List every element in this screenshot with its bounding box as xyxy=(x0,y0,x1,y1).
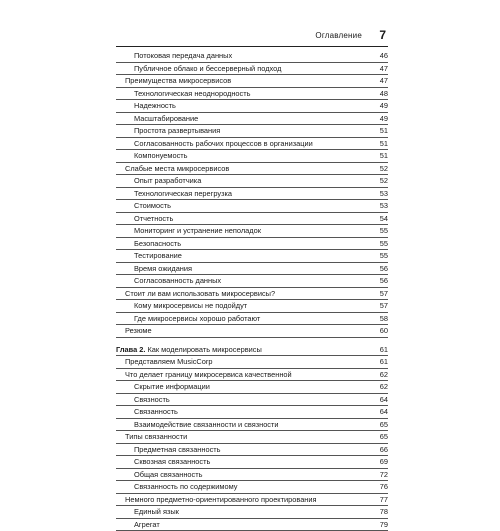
toc-entry xyxy=(116,394,388,407)
toc-entry-page: 77 xyxy=(380,494,388,506)
toc-entry xyxy=(116,456,388,469)
toc-entry-title: Слабые места микросервисов xyxy=(125,164,229,173)
toc-entry-title: Кому микросервисы не подойдут xyxy=(134,301,247,310)
toc-entry-title: Скрытие информации xyxy=(134,382,210,391)
toc-entry-title: Технологическая неоднородность xyxy=(134,89,250,98)
toc-entry-title: Согласованность данных xyxy=(134,276,221,285)
toc-entry-page: 61 xyxy=(380,356,388,368)
toc-entry-page: 48 xyxy=(380,88,388,100)
toc-entry-page: 51 xyxy=(380,150,388,162)
toc-entry-title: Потоковая передача данных xyxy=(134,51,232,60)
toc-entry-title: Время ожидания xyxy=(134,264,192,273)
toc-entry-page: 55 xyxy=(380,225,388,237)
toc-entry-title: Где микросервисы хорошо работают xyxy=(134,314,260,323)
toc-entry xyxy=(116,406,388,419)
toc-entry-page: 76 xyxy=(380,481,388,493)
toc-entry xyxy=(116,369,388,382)
toc-entry-page: 55 xyxy=(380,238,388,250)
toc-entry xyxy=(116,88,388,101)
toc-entry xyxy=(116,138,388,151)
toc-entry-page: 58 xyxy=(380,313,388,325)
toc-entry xyxy=(116,163,388,176)
toc-entry-page: 51 xyxy=(380,125,388,137)
toc-entry xyxy=(116,200,388,213)
toc-entry-title: Представляем MusicCorp xyxy=(125,357,212,366)
toc-entry-title: Связанность по содержимому xyxy=(134,482,238,491)
toc-entry-page: 62 xyxy=(380,381,388,393)
toc-entry-page: 46 xyxy=(380,50,388,62)
toc-entry-page: 64 xyxy=(380,394,388,406)
toc-entry xyxy=(116,344,388,357)
toc-entry-title: Преимущества микросервисов xyxy=(125,76,231,85)
toc-entry xyxy=(116,213,388,226)
toc-chapter-label: Глава 2. xyxy=(116,345,145,354)
toc-entry xyxy=(116,469,388,482)
toc-entry xyxy=(116,75,388,88)
toc-entry xyxy=(116,275,388,288)
toc-entry-page: 72 xyxy=(380,469,388,481)
toc-entry xyxy=(116,419,388,432)
toc-entry xyxy=(116,225,388,238)
toc-entry-title: Надежность xyxy=(134,101,176,110)
toc-entry-title: Резюме xyxy=(125,326,152,335)
toc-entry-page: 65 xyxy=(380,419,388,431)
toc-entry-page: 64 xyxy=(380,406,388,418)
toc-entry-page: 57 xyxy=(380,300,388,312)
toc-entry-page: 65 xyxy=(380,431,388,443)
toc-entry-page: 56 xyxy=(380,263,388,275)
toc-entry xyxy=(116,313,388,326)
toc-entry-page: 54 xyxy=(380,213,388,225)
toc-entry xyxy=(116,381,388,394)
toc-entry-title: Агрегат xyxy=(134,520,160,529)
toc-entry-title: Сквозная связанность xyxy=(134,457,210,466)
toc-entry xyxy=(116,125,388,138)
toc-entry-page: 61 xyxy=(380,344,388,356)
toc-entry xyxy=(116,63,388,76)
toc-entry xyxy=(116,288,388,301)
toc-entry-title: Компонуемость xyxy=(134,151,188,160)
toc-entry-title: Стоимость xyxy=(134,201,171,210)
toc-entry-title: Связанность xyxy=(134,407,178,416)
toc-entry xyxy=(116,113,388,126)
toc-entry-title: Единый язык xyxy=(134,507,179,516)
toc-entry-title: Что делает границу микросервиса качественной xyxy=(125,370,292,379)
toc-entry xyxy=(116,431,388,444)
toc-entry-title: Простота развертывания xyxy=(134,126,220,135)
running-header-title: Оглавление xyxy=(315,31,362,40)
toc-entry-page: 52 xyxy=(380,175,388,187)
toc-entry-title: Мониторинг и устранение неполадок xyxy=(134,226,261,235)
toc-entry-title: Публичное облако и бессерверный подход xyxy=(134,64,281,73)
toc-entry xyxy=(116,50,388,63)
toc-entry-page: 52 xyxy=(380,163,388,175)
toc-entry xyxy=(116,300,388,313)
toc-entry-page: 47 xyxy=(380,63,388,75)
toc-entry-page: 53 xyxy=(380,200,388,212)
toc-entry-title: Стоит ли вам использовать микросервисы? xyxy=(125,289,275,298)
toc-entry-title: Немного предметно-ориентированного проектирования xyxy=(125,495,317,504)
table-of-contents xyxy=(116,50,388,531)
toc-entry-page: 62 xyxy=(380,369,388,381)
toc-entry xyxy=(116,263,388,276)
toc-entry-page: 66 xyxy=(380,444,388,456)
toc-entry xyxy=(116,250,388,263)
toc-entry xyxy=(116,175,388,188)
toc-entry xyxy=(116,100,388,113)
toc-entry-title: Как моделировать микросервисы xyxy=(147,345,261,354)
toc-entry-page: 60 xyxy=(380,325,388,337)
toc-entry xyxy=(116,519,388,531)
toc-entry xyxy=(116,325,388,338)
toc-entry-title: Отчетность xyxy=(134,214,173,223)
toc-entry-title: Тестирование xyxy=(134,251,182,260)
toc-entry-page: 56 xyxy=(380,275,388,287)
toc-entry-title: Технологическая перегрузка xyxy=(134,189,232,198)
toc-entry-page: 49 xyxy=(380,113,388,125)
toc-entry-title: Предметная связанность xyxy=(134,445,221,454)
toc-entry-title: Масштабирование xyxy=(134,114,198,123)
toc-entry-title: Общая связанность xyxy=(134,470,202,479)
toc-entry-title: Согласованность рабочих процессов в организации xyxy=(134,139,313,148)
toc-entry-page: 51 xyxy=(380,138,388,150)
toc-entry xyxy=(116,238,388,251)
toc-entry xyxy=(116,188,388,201)
toc-entry-title: Безопасность xyxy=(134,239,181,248)
toc-entry-page: 78 xyxy=(380,506,388,518)
toc-entry-page: 49 xyxy=(380,100,388,112)
toc-entry-page: 55 xyxy=(380,250,388,262)
toc-entry xyxy=(116,444,388,457)
toc-entry-title: Связность xyxy=(134,395,170,404)
toc-entry-title: Взаимодействие связанности и связности xyxy=(134,420,279,429)
toc-entry-page: 47 xyxy=(380,75,388,87)
toc-entry xyxy=(116,150,388,163)
toc-entry-page: 69 xyxy=(380,456,388,468)
toc-entry-page: 57 xyxy=(380,288,388,300)
toc-entry xyxy=(116,356,388,369)
toc-entry xyxy=(116,481,388,494)
toc-entry-page: 53 xyxy=(380,188,388,200)
page-number: 7 xyxy=(379,28,386,42)
toc-entry-title: Опыт разработчика xyxy=(134,176,201,185)
toc-entry-page: 79 xyxy=(380,519,388,531)
page-header xyxy=(116,28,388,47)
toc-entry-title: Типы связанности xyxy=(125,432,187,441)
toc-entry xyxy=(116,506,388,519)
